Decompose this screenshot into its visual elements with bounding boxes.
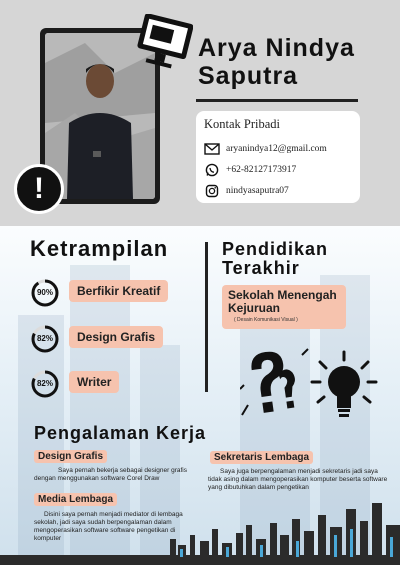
mail-icon xyxy=(204,142,220,156)
job-design-grafis-label: Design Grafis xyxy=(34,450,107,463)
skill-name: Design Grafis xyxy=(69,326,163,348)
education-title: Pendidikan Terakhir xyxy=(222,239,329,278)
education-card xyxy=(222,285,346,329)
contact-email-text: aryanindya12@gmail.com xyxy=(226,143,327,154)
contact-title: Kontak Pribadi xyxy=(204,117,281,131)
job-sekretaris-desc: Saya juga berpengalaman menjadi sekretaris jadi saya tidak asing dalam mengoperasikan komputer beserta software yang dibutuhkan dalam pengetikan xyxy=(208,468,388,491)
experience-title: Pengalaman Kerja xyxy=(34,423,207,443)
education-major: ( Desain Komunikasi Visual ) xyxy=(234,317,298,323)
job-sekretaris-label: Sekretaris Lembaga xyxy=(210,451,313,464)
instagram-icon xyxy=(204,184,220,198)
contact-email[interactable] xyxy=(204,138,352,159)
skill-name: Writer xyxy=(69,371,119,393)
skill-percent: 82% xyxy=(36,379,53,388)
skill-name: Berfikir Kreatif xyxy=(69,280,168,302)
contact-instagram[interactable] xyxy=(204,180,352,201)
question-mark-icon xyxy=(240,345,310,423)
job-design-grafis-desc: Saya pernah bekerja sebagai designer grafis dengan menggunakan software Corel Draw xyxy=(34,467,188,482)
name-divider xyxy=(196,99,358,102)
contact-phone[interactable] xyxy=(204,159,352,180)
skill-row xyxy=(30,324,170,354)
skill-percent: 90% xyxy=(36,288,53,297)
monitor-icon xyxy=(135,14,193,70)
job-media-label: Media Lembaga xyxy=(34,493,117,506)
contact-phone-text: +62-82127173917 xyxy=(226,164,297,175)
contact-card xyxy=(196,111,360,203)
profile-name: Arya Nindya Saputra xyxy=(198,34,355,90)
skills-title: Ketrampilan xyxy=(30,236,169,261)
skill-percent: 82% xyxy=(36,334,53,343)
job-media-desc: Disini saya pernah menjadi mediator di lembaga sekolah, jadi saya sudah berpengalaman dalam mengoperasikan software software pengetikan di komputer xyxy=(34,511,183,542)
section-divider xyxy=(205,242,208,392)
contact-instagram-text: nindyasaputra07 xyxy=(226,185,289,196)
whatsapp-icon xyxy=(204,163,220,177)
lightbulb-icon xyxy=(308,348,380,426)
skill-row xyxy=(30,369,170,399)
education-school: Sekolah Menengah Kejuruan xyxy=(228,288,337,315)
exclamation-icon: ! xyxy=(14,164,64,214)
skill-row xyxy=(30,278,170,308)
